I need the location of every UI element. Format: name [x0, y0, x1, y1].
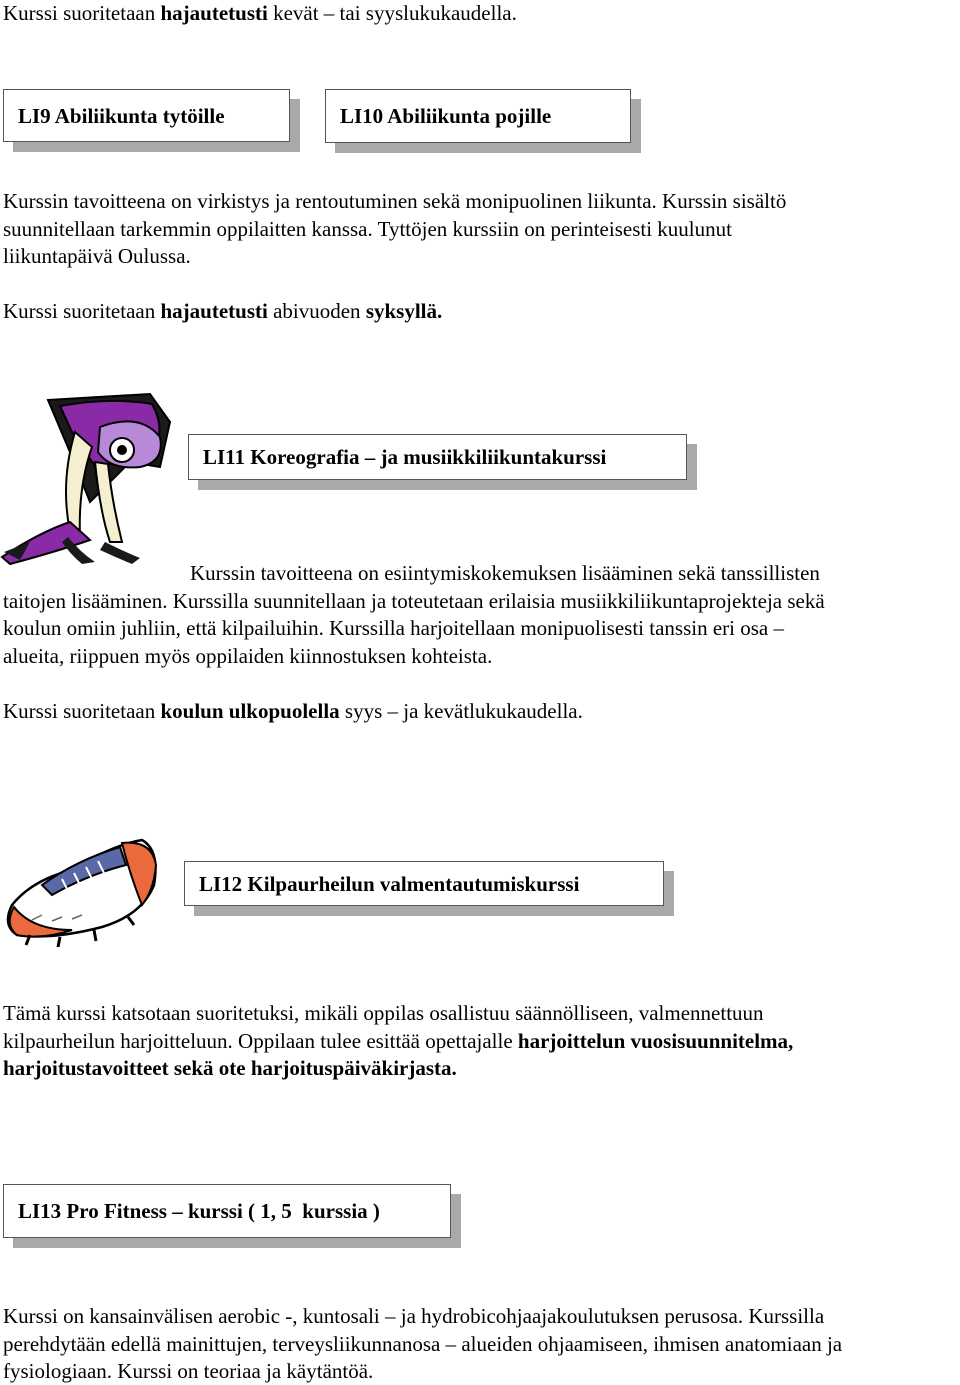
li11-completion-bold: koulun ulkopuolella: [160, 699, 340, 723]
intro-text: Kurssi suoritetaan: [3, 1, 161, 25]
li12-line-3: harjoitustavoitteet sekä ote harjoituspäiväkirjasta.: [3, 1056, 457, 1080]
li11-title-box: [188, 434, 687, 480]
abi-completion-text: Kurssi suoritetaan: [3, 299, 161, 323]
li11-completion-text: Kurssi suoritetaan: [3, 699, 161, 723]
li13-line-2: perehdytään edellä mainittujen, terveysliikunnanosa – alueiden ohjaamiseen, ihmisen anatomiaan ja: [3, 1332, 843, 1356]
li11-line-1: Kurssin tavoitteena on esiintymiskokemuksen lisääminen sekä tanssillisten: [190, 561, 820, 585]
abi-completion-bold: hajautetusti: [160, 299, 268, 323]
li13-title-box: [3, 1184, 451, 1238]
li11-completion-end: syys – ja kevätlukukaudella.: [339, 699, 583, 723]
abi-completion-mid: abivuoden: [267, 299, 366, 323]
li12-title-box: [184, 861, 664, 906]
li13-title: LI13 Pro Fitness – kurssi ( 1, 5 kurssia ): [18, 1199, 380, 1223]
abi-line-1: Kurssin tavoitteena on virkistys ja rentoutuminen sekä monipuolinen liikunta. Kurssin sisältö: [3, 189, 787, 213]
li10-title-box: [325, 89, 631, 143]
li12-line-1: Tämä kurssi katsotaan suoritetuksi, mikäli oppilas osallistuu säännölliseen, valmennettuun: [3, 1001, 764, 1025]
intro-bold: hajautetusti: [160, 1, 268, 25]
dancer-clipart: [0, 392, 190, 567]
li13-line-1: Kurssi on kansainvälisen aerobic -, kuntosali – ja hydrobicohjaajakoulutuksen perusosa. Kurssilla: [3, 1304, 825, 1328]
abi-line-2: suunnitellaan tarkemmin oppilaitten kanssa. Tyttöjen kurssiin on perinteisesti kuulunut: [3, 217, 732, 241]
li12-line-2-bold: harjoittelun vuosisuunnitelma,: [517, 1029, 794, 1053]
li9-title: LI9 Abiliikunta tytöille: [18, 103, 225, 128]
intro-line: [3, 0, 517, 27]
abi-completion-bold-2: syksyllä.: [365, 299, 443, 323]
li10-title: LI10 Abiliikunta pojille: [340, 104, 552, 128]
li12-line-2: [3, 1028, 793, 1055]
li11-line-2: taitojen lisääminen. Kurssilla suunnitellaan ja toteutetaan erilaisia musiikkiliikuntaprojekteja sekä: [3, 589, 825, 613]
li12-line-2-text: kilpaurheilun harjoitteluun. Oppilaan tulee esittää opettajalle: [3, 1029, 518, 1053]
spike-shoe-clipart: [2, 835, 162, 950]
li9-title-box: [3, 89, 290, 142]
abi-line-3: liikuntapäivä Oulussa.: [3, 244, 191, 268]
li13-line-3: fysiologiaan. Kurssi on teoriaa ja käytäntöä.: [3, 1359, 374, 1383]
li11-line-3: koulun omiin juhliin, että kilpailuihin. Kurssilla harjoitellaan monipuolisesti tanssin eri osa –: [3, 616, 784, 640]
li11-line-4: alueita, riippuen myös oppilaiden kiinnostuksen kohteista.: [3, 644, 493, 668]
li11-completion: [3, 698, 583, 725]
abi-completion: [3, 298, 442, 325]
li12-title: LI12 Kilpaurheilun valmentautumiskurssi: [199, 871, 580, 896]
intro-text-end: kevät – tai syyslukukaudella.: [267, 1, 517, 25]
li11-title: LI11 Koreografia – ja musiikkiliikuntakurssi: [203, 445, 607, 469]
